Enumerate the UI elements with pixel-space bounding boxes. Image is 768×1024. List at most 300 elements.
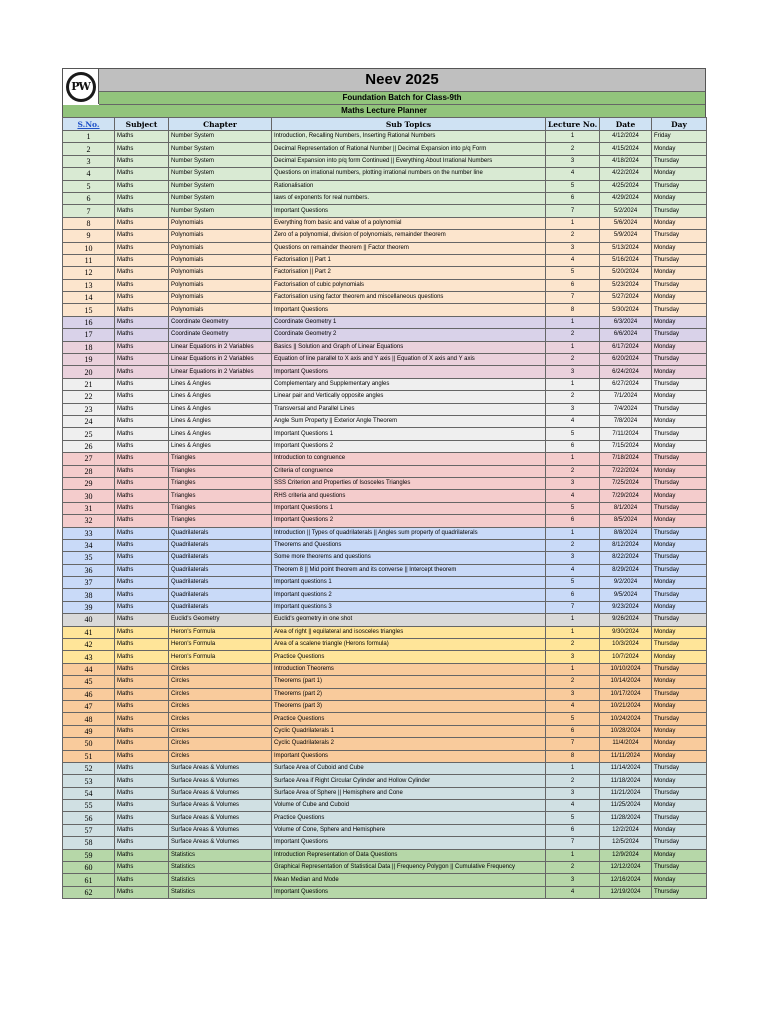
table-row [63,614,707,626]
cell-date: 11/14/2024 [600,762,652,774]
cell-lecture-no: 8 [546,750,600,762]
cell-chapter: Coordinate Geometry [169,316,272,328]
cell-day: Thursday [652,502,707,514]
cell-subject: Maths [115,552,169,564]
cell-subtopic: Theorem 8 || Mid point theorem and its converse || Intercept theorem [272,564,546,576]
cell-subject: Maths [115,180,169,192]
cell-lecture-no: 7 [546,205,600,217]
cell-date: 7/22/2024 [600,465,652,477]
cell-chapter: Statistics [169,874,272,886]
cell-subject: Maths [115,403,169,415]
cell-lecture-no: 2 [546,354,600,366]
cell-subject: Maths [115,131,169,143]
cell-sno: 61 [63,874,115,886]
cell-subtopic: Complementary and Supplementary angles [272,378,546,390]
cell-subtopic: Zero of a polynomial, division of polynomials, remainder theorem [272,230,546,242]
cell-lecture-no: 3 [546,242,600,254]
cell-lecture-no: 2 [546,230,600,242]
cell-date: 7/29/2024 [600,490,652,502]
cell-day: Thursday [652,155,707,167]
cell-subtopic: Some more theorems and questions [272,552,546,564]
cell-subject: Maths [115,378,169,390]
cell-subtopic: Important Questions 2 [272,440,546,452]
table-header-row [63,118,707,131]
cell-date: 5/13/2024 [600,242,652,254]
table-row [63,812,707,824]
cell-date: 4/22/2024 [600,168,652,180]
cell-sno: 29 [63,477,115,489]
cell-chapter: Quadrilaterals [169,601,272,613]
cell-chapter: Polynomials [169,242,272,254]
table-row [63,886,707,898]
cell-date: 6/3/2024 [600,316,652,328]
cell-day: Monday [652,292,707,304]
cell-lecture-no: 1 [546,378,600,390]
cell-lecture-no: 2 [546,775,600,787]
table-row [63,713,707,725]
cell-date: 9/30/2024 [600,626,652,638]
cell-day: Monday [652,601,707,613]
cell-lecture-no: 1 [546,663,600,675]
cell-subtopic: Important Questions [272,366,546,378]
cell-date: 8/1/2024 [600,502,652,514]
cell-subject: Maths [115,515,169,527]
cell-date: 5/20/2024 [600,267,652,279]
cell-subject: Maths [115,539,169,551]
cell-subtopic: Cyclic Quadrilaterals 1 [272,725,546,737]
cell-subject: Maths [115,465,169,477]
cell-sno: 27 [63,453,115,465]
cell-subtopic: Factorisation of cubic polynomials [272,279,546,291]
cell-chapter: Circles [169,750,272,762]
cell-chapter: Triangles [169,453,272,465]
cell-sno: 39 [63,601,115,613]
cell-sno: 2 [63,143,115,155]
cell-subtopic: Area of right || equilateral and isosceles triangles [272,626,546,638]
pw-logo-text: PW [69,75,93,99]
cell-lecture-no: 3 [546,366,600,378]
cell-sno: 49 [63,725,115,737]
cell-subtopic: Important Questions [272,205,546,217]
cell-chapter: Number System [169,155,272,167]
cell-day: Monday [652,217,707,229]
table-row [63,688,707,700]
cell-chapter: Circles [169,688,272,700]
cell-lecture-no: 5 [546,180,600,192]
cell-date: 10/10/2024 [600,663,652,675]
cell-subject: Maths [115,168,169,180]
cell-sno: 46 [63,688,115,700]
cell-subject: Maths [115,775,169,787]
cell-lecture-no: 7 [546,292,600,304]
cell-date: 5/2/2024 [600,205,652,217]
cell-subtopic: Factorisation || Part 1 [272,254,546,266]
cell-chapter: Statistics [169,862,272,874]
cell-chapter: Triangles [169,477,272,489]
cell-subtopic: Decimal Expansion into p/q form Continued || Everything About Irrational Numbers [272,155,546,167]
cell-day: Thursday [652,663,707,675]
cell-subject: Maths [115,824,169,836]
cell-subject: Maths [115,242,169,254]
cell-subject: Maths [115,750,169,762]
cell-subtopic: Important Questions 1 [272,502,546,514]
cell-day: Thursday [652,688,707,700]
cell-chapter: Surface Areas & Volumes [169,775,272,787]
cell-sno: 25 [63,428,115,440]
cell-chapter: Number System [169,168,272,180]
table-row [63,787,707,799]
cell-lecture-no: 1 [546,762,600,774]
cell-lecture-no: 4 [546,168,600,180]
cell-subtopic: Introduction Representation of Data Questions [272,849,546,861]
cell-chapter: Lines & Angles [169,415,272,427]
cell-subtopic: Theorems (part 2) [272,688,546,700]
cell-sno: 52 [63,762,115,774]
cell-chapter: Triangles [169,515,272,527]
cell-chapter: Lines & Angles [169,403,272,415]
cell-day: Monday [652,267,707,279]
cell-subtopic: Introduction || Types of quadrilaterals || Angles sum property of quadrilaterals [272,527,546,539]
cell-day: Thursday [652,453,707,465]
cell-day: Thursday [652,329,707,341]
table-body [63,131,707,899]
pw-logo [63,69,99,104]
cell-chapter: Number System [169,180,272,192]
cell-chapter: Quadrilaterals [169,527,272,539]
table-row [63,515,707,527]
table-row [63,267,707,279]
cell-day: Thursday [652,552,707,564]
table-row [63,577,707,589]
cell-sno: 6 [63,192,115,204]
cell-subtopic: Practice Questions [272,713,546,725]
cell-lecture-no: 5 [546,577,600,589]
cell-lecture-no: 1 [546,626,600,638]
cell-subject: Maths [115,267,169,279]
cell-chapter: Circles [169,676,272,688]
cell-chapter: Number System [169,131,272,143]
cell-lecture-no: 5 [546,713,600,725]
cell-subject: Maths [115,862,169,874]
cell-subject: Maths [115,341,169,353]
cell-day: Monday [652,725,707,737]
column-header-lecture-no: Lecture No. [546,118,600,131]
column-header-subtopics: Sub Topics [272,118,546,131]
cell-subject: Maths [115,886,169,898]
table-row [63,589,707,601]
cell-sno: 23 [63,403,115,415]
cell-chapter: Surface Areas & Volumes [169,800,272,812]
cell-subtopic: Important Questions [272,750,546,762]
cell-subject: Maths [115,217,169,229]
cell-date: 11/25/2024 [600,800,652,812]
cell-subject: Maths [115,564,169,576]
cell-subtopic: Important Questions [272,886,546,898]
cell-subtopic: Factorisation || Part 2 [272,267,546,279]
table-row [63,378,707,390]
cell-sno: 51 [63,750,115,762]
cell-lecture-no: 3 [546,651,600,663]
cell-sno: 4 [63,168,115,180]
table-row [63,502,707,514]
cell-day: Thursday [652,254,707,266]
cell-sno: 20 [63,366,115,378]
cell-subtopic: Introduction, Recalling Numbers, Inserting Rational Numbers [272,131,546,143]
table-row [63,775,707,787]
planner-subtitle: Maths Lecture Planner [63,105,705,117]
cell-sno: 53 [63,775,115,787]
cell-date: 10/3/2024 [600,639,652,651]
cell-subtopic: Theorems and Questions [272,539,546,551]
table-row [63,601,707,613]
cell-date: 4/18/2024 [600,155,652,167]
table-row [63,403,707,415]
cell-chapter: Triangles [169,490,272,502]
pw-logo-icon [66,72,96,102]
cell-date: 4/29/2024 [600,192,652,204]
cell-date: 10/24/2024 [600,713,652,725]
cell-lecture-no: 2 [546,465,600,477]
cell-subject: Maths [115,688,169,700]
cell-subtopic: Questions on irrational numbers, plotting irrational numbers on the number line [272,168,546,180]
cell-chapter: Quadrilaterals [169,589,272,601]
table-row [63,626,707,638]
cell-subtopic: SSS Criterion and Properties of Isosceles Triangles [272,477,546,489]
cell-subject: Maths [115,787,169,799]
cell-lecture-no: 2 [546,539,600,551]
cell-lecture-no: 4 [546,886,600,898]
column-header-subject: Subject [115,118,169,131]
cell-date: 4/15/2024 [600,143,652,155]
cell-subject: Maths [115,490,169,502]
cell-date: 6/6/2024 [600,329,652,341]
table-row [63,862,707,874]
cell-subject: Maths [115,800,169,812]
cell-lecture-no: 5 [546,428,600,440]
cell-subtopic: Important questions 2 [272,589,546,601]
cell-subtopic: Volume of Cone, Sphere and Hemisphere [272,824,546,836]
cell-subtopic: Factorisation using factor theorem and miscellaneous questions [272,292,546,304]
cell-date: 8/5/2024 [600,515,652,527]
cell-subtopic: Important Questions [272,304,546,316]
cell-lecture-no: 2 [546,329,600,341]
cell-subtopic: Important questions 3 [272,601,546,613]
cell-date: 10/28/2024 [600,725,652,737]
cell-day: Thursday [652,378,707,390]
cell-lecture-no: 7 [546,738,600,750]
cell-chapter: Triangles [169,502,272,514]
cell-sno: 57 [63,824,115,836]
cell-chapter: Linear Equations in 2 Variables [169,366,272,378]
cell-chapter: Triangles [169,465,272,477]
cell-day: Thursday [652,862,707,874]
cell-date: 12/16/2024 [600,874,652,886]
table-row [63,762,707,774]
cell-day: Monday [652,415,707,427]
cell-sno: 41 [63,626,115,638]
column-header-sno[interactable]: S.No. [63,118,115,131]
cell-day: Monday [652,341,707,353]
cell-sno: 21 [63,378,115,390]
table-row [63,874,707,886]
cell-chapter: Polynomials [169,279,272,291]
cell-lecture-no: 6 [546,279,600,291]
cell-lecture-no: 3 [546,155,600,167]
cell-chapter: Number System [169,143,272,155]
cell-sno: 22 [63,391,115,403]
cell-lecture-no: 1 [546,527,600,539]
cell-sno: 5 [63,180,115,192]
cell-sno: 9 [63,230,115,242]
cell-sno: 17 [63,329,115,341]
cell-subtopic: Equation of line parallel to X axis and Y axis || Equation of X axis and Y axis [272,354,546,366]
cell-date: 7/18/2024 [600,453,652,465]
cell-subject: Maths [115,601,169,613]
cell-subject: Maths [115,614,169,626]
cell-chapter: Circles [169,663,272,675]
cell-date: 5/27/2024 [600,292,652,304]
cell-lecture-no: 2 [546,676,600,688]
cell-subject: Maths [115,279,169,291]
cell-subject: Maths [115,713,169,725]
table-row [63,192,707,204]
cell-date: 9/23/2024 [600,601,652,613]
cell-chapter: Surface Areas & Volumes [169,762,272,774]
cell-day: Friday [652,131,707,143]
cell-subject: Maths [115,354,169,366]
cell-subtopic: Theorems (part 1) [272,676,546,688]
table-row [63,465,707,477]
cell-lecture-no: 2 [546,862,600,874]
cell-date: 7/8/2024 [600,415,652,427]
table-row [63,155,707,167]
cell-day: Monday [652,316,707,328]
cell-subject: Maths [115,626,169,638]
column-header-date: Date [600,118,652,131]
cell-subtopic: Mean Median and Mode [272,874,546,886]
cell-day: Monday [652,676,707,688]
cell-subtopic: Introduction Theorems [272,663,546,675]
cell-subtopic: Theorems (part 3) [272,700,546,712]
cell-sno: 32 [63,515,115,527]
cell-sno: 19 [63,354,115,366]
cell-chapter: Linear Equations in 2 Variables [169,354,272,366]
cell-lecture-no: 1 [546,341,600,353]
cell-date: 11/21/2024 [600,787,652,799]
cell-day: Thursday [652,713,707,725]
cell-date: 8/22/2024 [600,552,652,564]
table-row [63,453,707,465]
lecture-planner-sheet [62,68,706,899]
cell-sno: 10 [63,242,115,254]
cell-day: Thursday [652,886,707,898]
cell-date: 5/9/2024 [600,230,652,242]
table-row [63,143,707,155]
cell-day: Monday [652,800,707,812]
table-row [63,354,707,366]
cell-subject: Maths [115,155,169,167]
cell-day: Monday [652,626,707,638]
cell-subtopic: Introduction to congruence [272,453,546,465]
cell-chapter: Surface Areas & Volumes [169,824,272,836]
cell-date: 8/8/2024 [600,527,652,539]
cell-chapter: Circles [169,700,272,712]
cell-subtopic: Volume of Cube and Cuboid [272,800,546,812]
cell-sno: 34 [63,539,115,551]
table-row [63,205,707,217]
cell-subject: Maths [115,143,169,155]
cell-day: Monday [652,539,707,551]
cell-subtopic: Graphical Representation of Statistical Data || Frequency Polygon || Cumulative Frequency [272,862,546,874]
cell-subtopic: Rationalisation [272,180,546,192]
cell-sno: 37 [63,577,115,589]
cell-subject: Maths [115,329,169,341]
cell-subtopic: Important questions 1 [272,577,546,589]
cell-subtopic: laws of exponents for real numbers. [272,192,546,204]
cell-subject: Maths [115,527,169,539]
cell-day: Monday [652,824,707,836]
cell-subject: Maths [115,849,169,861]
table-row [63,440,707,452]
table-row [63,341,707,353]
cell-lecture-no: 1 [546,453,600,465]
table-row [63,490,707,502]
cell-chapter: Euclid's Geometry [169,614,272,626]
cell-lecture-no: 4 [546,415,600,427]
cell-subject: Maths [115,391,169,403]
cell-day: Thursday [652,205,707,217]
cell-date: 12/5/2024 [600,837,652,849]
cell-chapter: Statistics [169,886,272,898]
cell-day: Thursday [652,477,707,489]
cell-sno: 15 [63,304,115,316]
cell-lecture-no: 6 [546,725,600,737]
cell-date: 5/30/2024 [600,304,652,316]
cell-date: 9/2/2024 [600,577,652,589]
cell-date: 8/12/2024 [600,539,652,551]
cell-chapter: Surface Areas & Volumes [169,787,272,799]
cell-date: 9/26/2024 [600,614,652,626]
cell-day: Thursday [652,639,707,651]
cell-subject: Maths [115,725,169,737]
cell-chapter: Polynomials [169,267,272,279]
cell-sno: 59 [63,849,115,861]
cell-date: 5/23/2024 [600,279,652,291]
cell-subject: Maths [115,762,169,774]
cell-lecture-no: 4 [546,254,600,266]
cell-subtopic: Important Questions 2 [272,515,546,527]
cell-date: 6/20/2024 [600,354,652,366]
cell-chapter: Lines & Angles [169,378,272,390]
cell-date: 7/1/2024 [600,391,652,403]
cell-subject: Maths [115,316,169,328]
cell-chapter: Lines & Angles [169,391,272,403]
cell-day: Thursday [652,589,707,601]
batch-subtitle: Foundation Batch for Class-9th [99,92,705,105]
cell-date: 9/5/2024 [600,589,652,601]
cell-lecture-no: 3 [546,688,600,700]
cell-date: 10/17/2024 [600,688,652,700]
cell-subtopic: Transversal and Parallel Lines [272,403,546,415]
table-row [63,552,707,564]
cell-subtopic: Surface Area of Cuboid and Cube [272,762,546,774]
cell-lecture-no: 1 [546,614,600,626]
cell-lecture-no: 5 [546,267,600,279]
cell-date: 8/29/2024 [600,564,652,576]
cell-subtopic: Euclid's geometry in one shot [272,614,546,626]
cell-subtopic: Important Questions [272,837,546,849]
cell-subject: Maths [115,453,169,465]
